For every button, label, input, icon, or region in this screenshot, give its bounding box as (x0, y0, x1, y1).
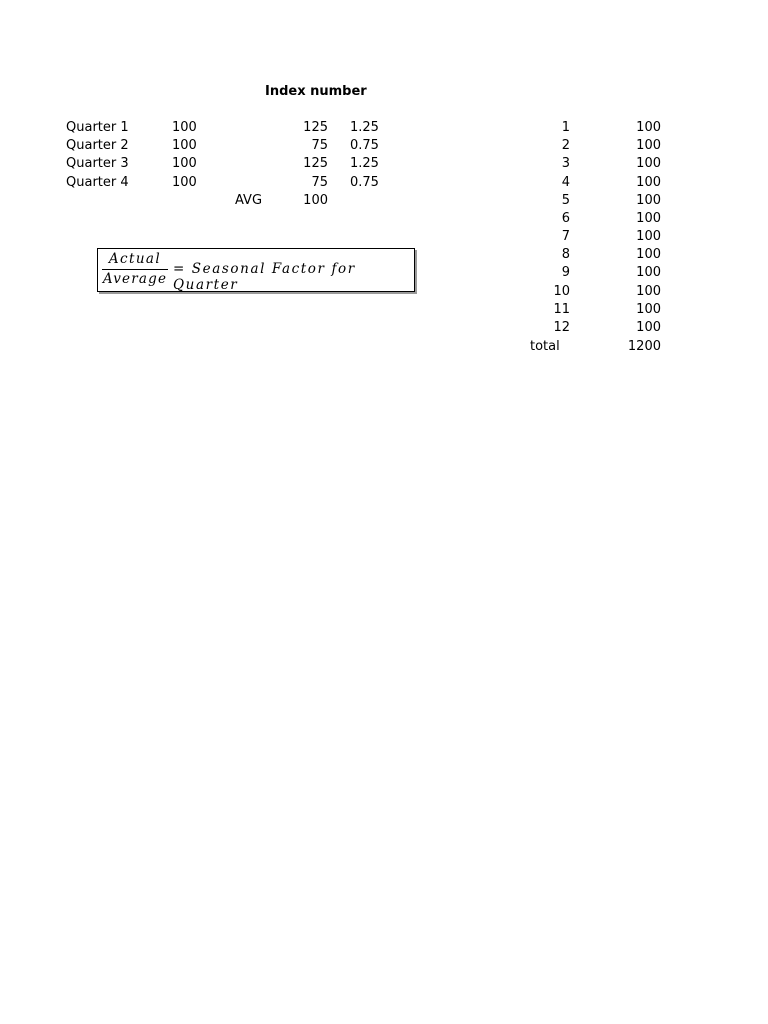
quarter-actual: 125 (303, 156, 328, 171)
total-value: 1200 (627, 339, 661, 354)
formula-denominator: Average (102, 271, 168, 287)
month-number: 2 (561, 138, 570, 153)
month-value: 100 (636, 193, 661, 208)
formula-numerator: Actual (108, 251, 162, 267)
quarter-value: 100 (172, 120, 197, 135)
month-value: 100 (636, 156, 661, 171)
month-number: 10 (553, 284, 570, 299)
month-number: 12 (553, 320, 570, 335)
month-value: 100 (636, 265, 661, 280)
fraction-bar (102, 269, 168, 270)
page-title: Index number (265, 84, 367, 99)
total-label: total (530, 339, 560, 354)
month-value: 100 (636, 175, 661, 190)
month-value: 100 (636, 247, 661, 262)
month-number: 9 (561, 265, 570, 280)
quarter-factor: 1.25 (350, 120, 379, 135)
month-number: 1 (561, 120, 570, 135)
quarter-label: Quarter 4 (66, 175, 129, 190)
month-number: 11 (553, 302, 570, 317)
quarter-value: 100 (172, 175, 197, 190)
month-number: 7 (561, 229, 570, 244)
month-number: 4 (561, 175, 570, 190)
quarter-value: 100 (172, 138, 197, 153)
quarter-label: Quarter 1 (66, 120, 129, 135)
month-number: 5 (561, 193, 570, 208)
month-number: 6 (561, 211, 570, 226)
month-value: 100 (636, 211, 661, 226)
month-value: 100 (636, 320, 661, 335)
month-value: 100 (636, 120, 661, 135)
quarter-actual: 125 (303, 120, 328, 135)
month-number: 3 (561, 156, 570, 171)
avg-value: 100 (303, 193, 328, 208)
month-value: 100 (636, 284, 661, 299)
quarter-factor: 1.25 (350, 156, 379, 171)
seasonal-factor-formula (97, 248, 415, 292)
formula-fraction (102, 251, 168, 288)
month-value: 100 (636, 302, 661, 317)
month-value: 100 (636, 138, 661, 153)
month-number: 8 (561, 247, 570, 262)
quarter-actual: 75 (311, 175, 328, 190)
quarter-label: Quarter 3 (66, 156, 129, 171)
quarter-label: Quarter 2 (66, 138, 129, 153)
quarter-value: 100 (172, 156, 197, 171)
month-value: 100 (636, 229, 661, 244)
avg-label: AVG (235, 193, 263, 208)
quarter-actual: 75 (311, 138, 328, 153)
quarter-factor: 0.75 (350, 175, 379, 190)
formula-rhs: = Seasonal Factor for Quarter (173, 261, 356, 293)
quarter-factor: 0.75 (350, 138, 379, 153)
